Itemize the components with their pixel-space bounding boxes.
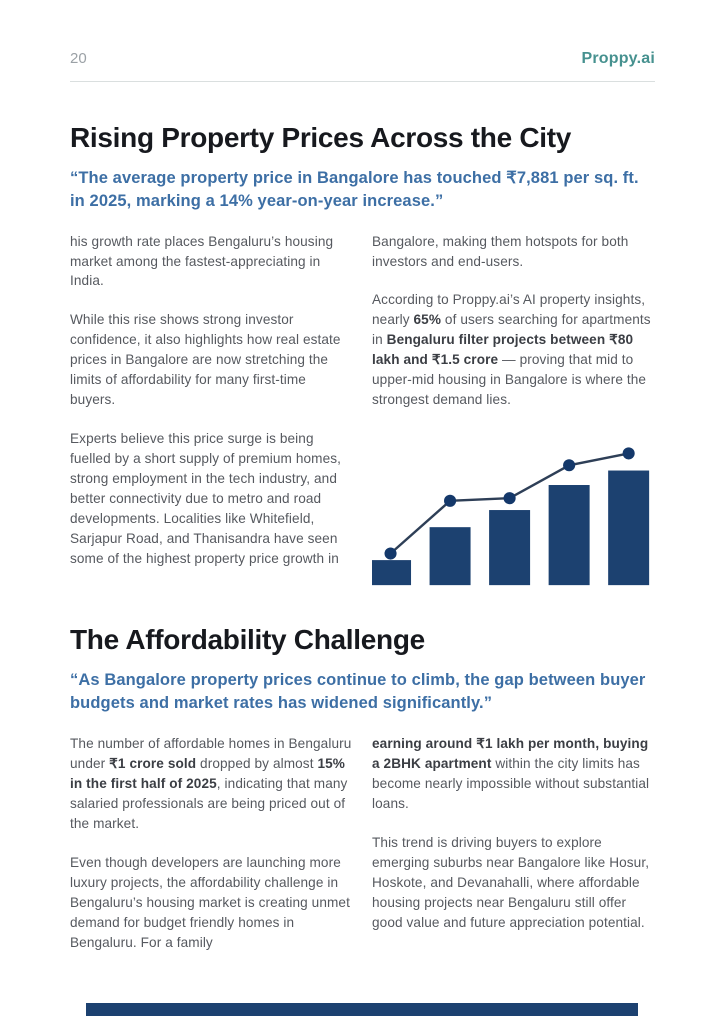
paragraph: This trend is driving buyers to explore emerging suburbs near Bangalore like Hosur, Hoskote, and Devanahalli, where affordable housing projects near Bengaluru still offer good value and future appreciation potential. [372, 834, 650, 930]
paragraph: Even though developers are launching more luxury projects, the affordability challenge in Bengaluru’s housing market is creating unmet demand for budget friendly homes in Bengaluru. For a family [70, 854, 350, 950]
paragraph: According to Proppy.ai’s AI property insights, nearly 65% of users searching for apartments in Bengaluru filter projects between ₹80 lakh and ₹1.5 crore — proving that mid to upper-mid housing in Bangalore is where the strongest demand lies. [372, 292, 651, 408]
footer-accent-bar [86, 1003, 638, 1016]
section1-columns [70, 232, 655, 591]
paragraph: earning around ₹1 lakh per month, buying a 2BHK apartment within the city limits has become nearly impossible without substantial loans. [372, 735, 650, 811]
section2-right-column [372, 734, 655, 972]
section2-title: The Affordability Challenge [70, 624, 425, 656]
paragraph: Bangalore, making them hotspots for both investors and end-users. [372, 233, 629, 269]
section1-right-column [372, 232, 655, 591]
section2-columns [70, 734, 655, 972]
section2-left-column [70, 734, 353, 972]
section1-left-column [70, 232, 353, 591]
section1-quote: “The average property price in Bangalore has touched ₹7,881 per sq. ft. in 2025, marking a 14% year-on-year increase.” [70, 169, 639, 210]
brand-logo-text: Proppy.ai [581, 50, 655, 67]
paragraph: While this rise shows strong investor confidence, it also highlights how real estate prices in Bangalore are now stretching the limits of affordability for many first-time buyers. [70, 312, 341, 408]
paragraph: his growth rate places Bengaluru’s housing market among the fastest-appreciating in India. [70, 233, 334, 289]
price-trend-chart [372, 429, 655, 590]
paragraph: The number of affordable homes in Bengaluru under ₹1 crore sold dropped by almost 15% in the first half of 2025, indicating that many salaried professionals are being priced out of the market. [70, 735, 352, 831]
page-number: 20 [70, 50, 87, 67]
section1-title: Rising Property Prices Across the City [70, 122, 572, 153]
section2-quote: “As Bangalore property prices continue to climb, the gap between buyer budgets and market rates has widened significantly.” [70, 671, 646, 713]
paragraph: Experts believe this price surge is being fuelled by a short supply of premium homes, strong employment in the tech industry, and better connectivity due to metro and road developments. Localities like Whitefield, Sarjapur Road, and Thanisandra have seen some of the highest property price growth in [70, 431, 342, 567]
header-divider [70, 81, 655, 82]
price-trend-chart-container [372, 429, 655, 590]
page-header [70, 50, 655, 68]
